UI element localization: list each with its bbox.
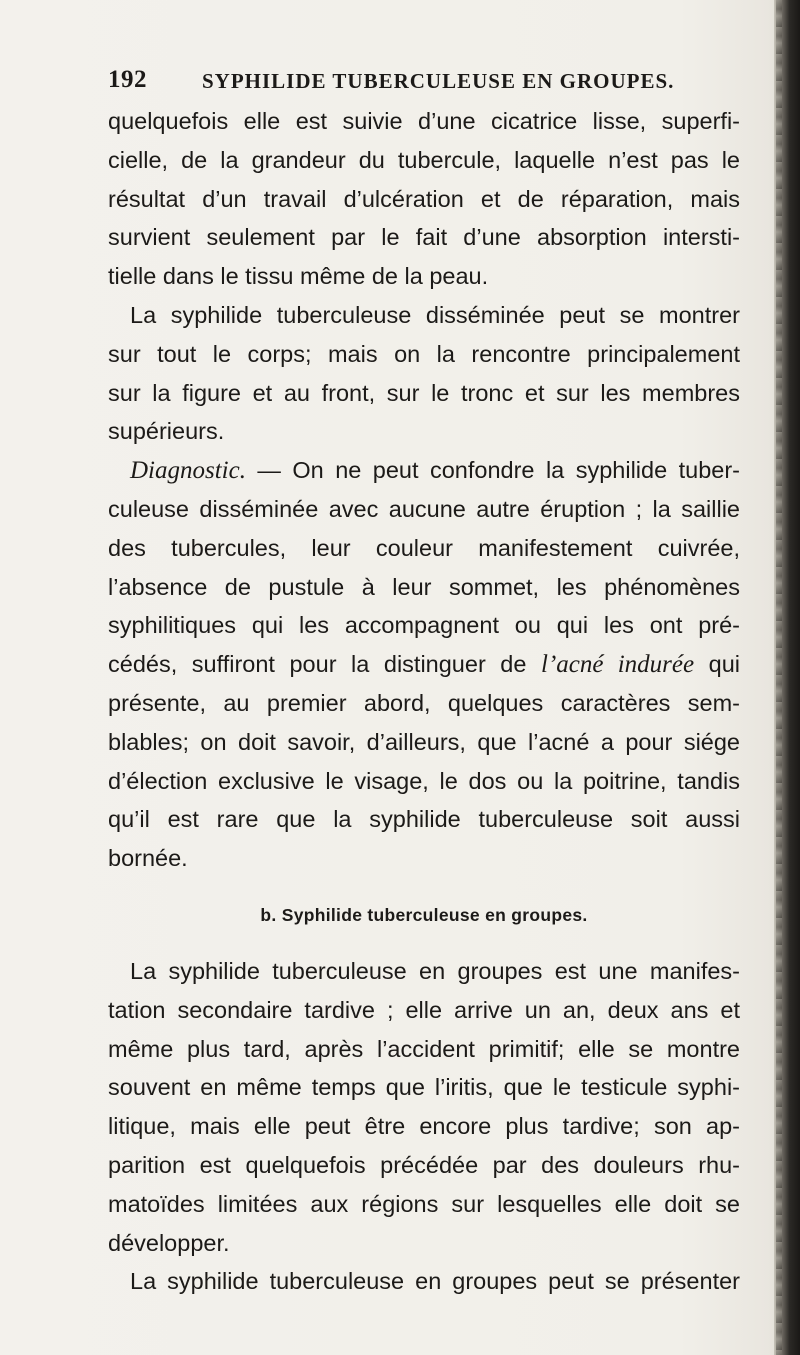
text-line: cielle, de la grandeur du tubercule, laquelle n’est pas le (108, 146, 740, 173)
diagnostic-lead-text: — On ne peut confondre la syphilide tuber- (245, 457, 740, 484)
text-line: tielle dans le tissu même de la peau. (108, 263, 489, 290)
binding-edge-texture (776, 0, 782, 1355)
text-line: tation secondaire tardive ; elle arrive un an, deux ans et (108, 996, 740, 1023)
text-segment: qui (694, 651, 740, 678)
text-line: résultat d’un travail d’ulcération et de réparation, mais (108, 185, 740, 212)
text-line: La syphilide tuberculeuse en groupes est une manifes- (130, 957, 740, 984)
text-line: matoïdes limitées aux régions sur lesquelles elle doit se (108, 1190, 740, 1217)
text-line: développer. (108, 1229, 230, 1256)
text-line: litique, mais elle peut être encore plus tardive; son ap- (108, 1113, 740, 1140)
text-line: qu’il est rare que la syphilide tuberculeuse soit aussi (108, 806, 740, 833)
text-line: sur la figure et au front, sur le tronc et sur les membres (108, 379, 740, 406)
text-line: parition est quelquefois précédée par des douleurs rhu- (108, 1151, 740, 1178)
text-line: bornée. (108, 845, 188, 872)
text-line (108, 451, 740, 490)
text-line: des tubercules, leur couleur manifestement cuivrée, (108, 534, 740, 561)
text-line: La syphilide tuberculeuse disséminée peut se montrer (130, 301, 740, 328)
text-line: culeuse disséminée avec aucune autre éruption ; la saillie (108, 495, 740, 522)
text-line: même plus tard, après l’accident primitif; elle se montre (108, 1035, 740, 1062)
text-line: survient seulement par le fait d’une absorption intersti- (108, 224, 740, 251)
body-text (108, 102, 740, 1301)
acne-induree-term: l’acné indurée (541, 651, 695, 679)
text-line: d’élection exclusive le visage, le dos ou la poitrine, tandis (108, 767, 740, 794)
text-line: supérieurs. (108, 418, 225, 445)
text-line: quelquefois elle est suivie d’une cicatrice lisse, superfi- (108, 108, 740, 134)
text-line: présente, au premier abord, quelques caractères sem- (108, 689, 740, 716)
text-line: blables; on doit savoir, d’ailleurs, que l’acné a pour siége (108, 728, 740, 755)
page-header (108, 66, 758, 96)
diagnostic-label: Diagnostic. (130, 457, 246, 485)
text-line: souvent en même temps que l’iritis, que le testicule syphi- (108, 1074, 740, 1101)
text-line (108, 645, 740, 684)
section-subheading: b. Syphilide tuberculeuse en groupes. (260, 904, 588, 925)
text-line: syphilitiques qui les accompagnent ou qui les ont pré- (108, 612, 740, 639)
text-line: l’absence de pustule à leur sommet, les phénomènes (108, 573, 740, 600)
text-segment: cédés, suffiront pour la distinguer de (108, 651, 541, 678)
page-number: 192 (108, 66, 147, 93)
running-head: SYPHILIDE TUBERCULEUSE EN GROUPES. (202, 69, 675, 93)
text-line: sur tout le corps; mais on la rencontre principalement (108, 340, 740, 367)
text-line: La syphilide tuberculeuse en groupes peut se présenter (130, 1268, 740, 1295)
